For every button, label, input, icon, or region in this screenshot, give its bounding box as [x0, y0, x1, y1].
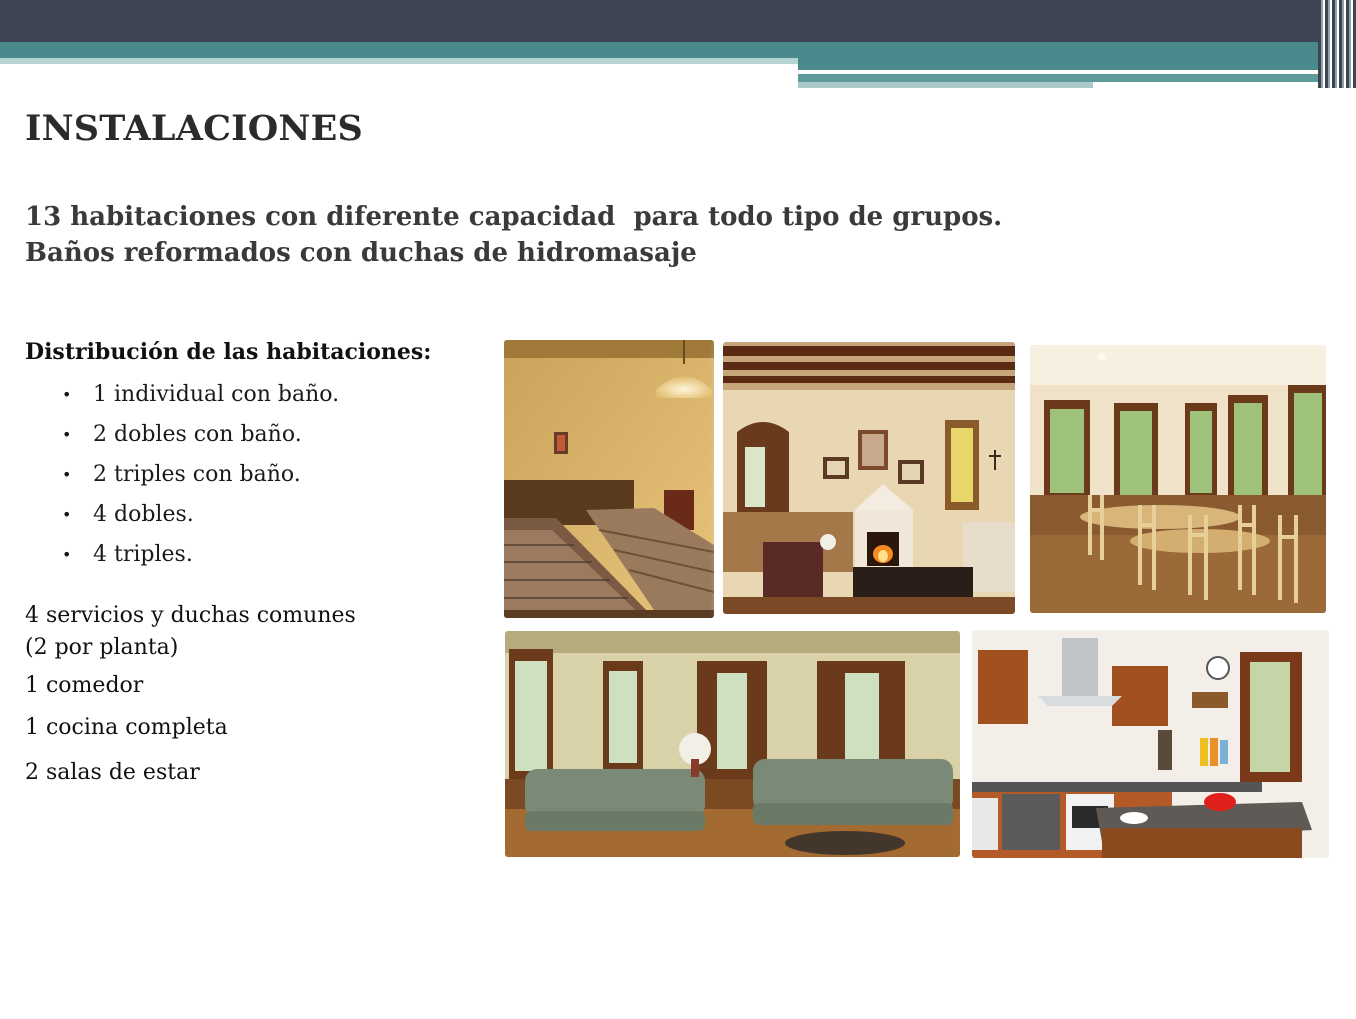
- bullet-icon: •: [62, 464, 72, 484]
- header-band-teal-right: [798, 58, 1318, 70]
- fact-kitchen: 1 cocina completa: [25, 715, 228, 740]
- list-item: [62, 494, 339, 534]
- room-item-label: 2 dobles con baño.: [93, 421, 302, 447]
- list-item: [62, 534, 339, 574]
- slide-title: INSTALACIONES: [25, 108, 363, 149]
- subtitle-line: Baños reformados con duchas de hidromasaje: [25, 238, 697, 268]
- room-list: [62, 374, 339, 574]
- kitchen-photo: [972, 630, 1329, 858]
- header-band-dark: [0, 0, 1318, 42]
- header-band-light: [0, 58, 798, 64]
- room-item-label: 4 triples.: [93, 541, 193, 567]
- room-item-label: 2 triples con baño.: [93, 461, 301, 487]
- dining-room-photo: [1030, 345, 1326, 613]
- header-stripes: [1318, 0, 1356, 88]
- bullet-icon: •: [62, 504, 72, 524]
- list-item: [62, 374, 339, 414]
- room-item-label: 1 individual con baño.: [93, 381, 340, 407]
- subtitle-line: 13 habitaciones con diferente capacidad para todo tipo de grupos.: [25, 202, 1003, 232]
- bullet-icon: •: [62, 384, 72, 404]
- fact-dining-room: 1 comedor: [25, 673, 144, 698]
- header-band-mid-right: [798, 74, 1318, 82]
- bullet-icon: •: [62, 544, 72, 564]
- list-item: [62, 454, 339, 494]
- distribution-heading: Distribución de las habitaciones:: [25, 339, 432, 365]
- living-room-photo: [505, 631, 960, 857]
- header-band-teal: [0, 42, 1318, 58]
- fact-per-floor: (2 por planta): [25, 635, 179, 660]
- list-item: [62, 414, 339, 454]
- header-band-light-right: [798, 82, 1093, 88]
- bullet-icon: •: [62, 424, 72, 444]
- fireplace-lounge-photo: [723, 342, 1015, 614]
- bedroom-photo: [504, 340, 714, 618]
- slide-subtitle: [25, 199, 1002, 271]
- fact-shared-bathrooms: 4 servicios y duchas comunes: [25, 603, 356, 628]
- fact-lounges: 2 salas de estar: [25, 760, 200, 785]
- room-item-label: 4 dobles.: [93, 501, 194, 527]
